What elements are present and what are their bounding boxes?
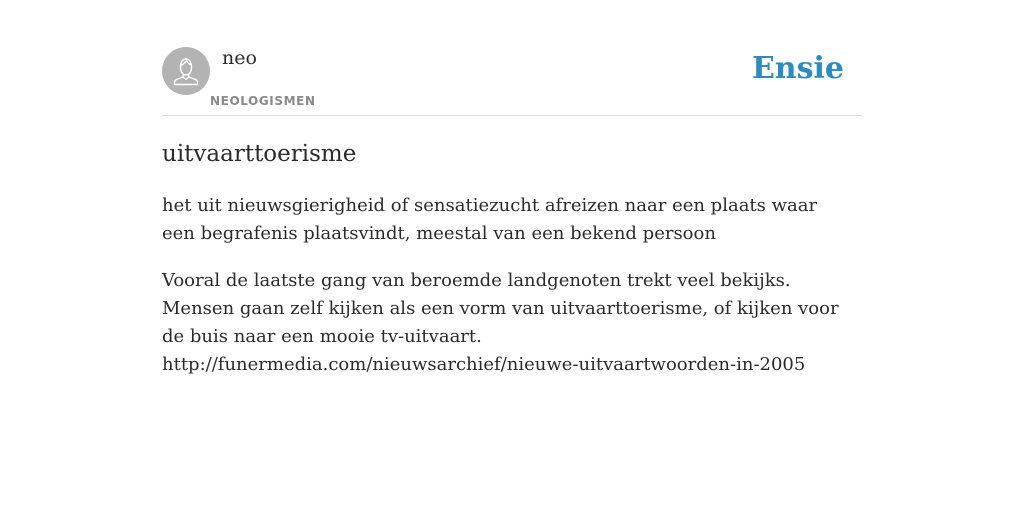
user-outline-icon [162,47,210,95]
entry-definition: het uit nieuwsgierigheid of sensatiezucht afreizen naar een plaats waar een begrafenis plaatsvindt, meestal van een bekend persoon [162,195,818,244]
brand-logo[interactable]: Ensie [751,51,844,86]
example-text: Vooral de laatste gang van beroemde landgenoten trekt veel bekijks. Mensen gaan zelf kijken als een vorm van uitvaarttoerisme, of kijken voor de buis naar een mooie tv-uitvaart. [162,270,839,347]
example-source: http://funermedia.com/nieuwsarchief/nieuwe-uitvaartwoorden-in-2005 [162,354,806,375]
avatar[interactable] [162,47,210,95]
entry-header [162,0,862,116]
entry-word: uitvaarttoerisme [162,141,357,167]
category-label[interactable]: NEOLOGISMEN [210,94,316,108]
entry-card [162,0,862,375]
entry-example [162,267,852,379]
username[interactable]: neo [222,47,257,69]
